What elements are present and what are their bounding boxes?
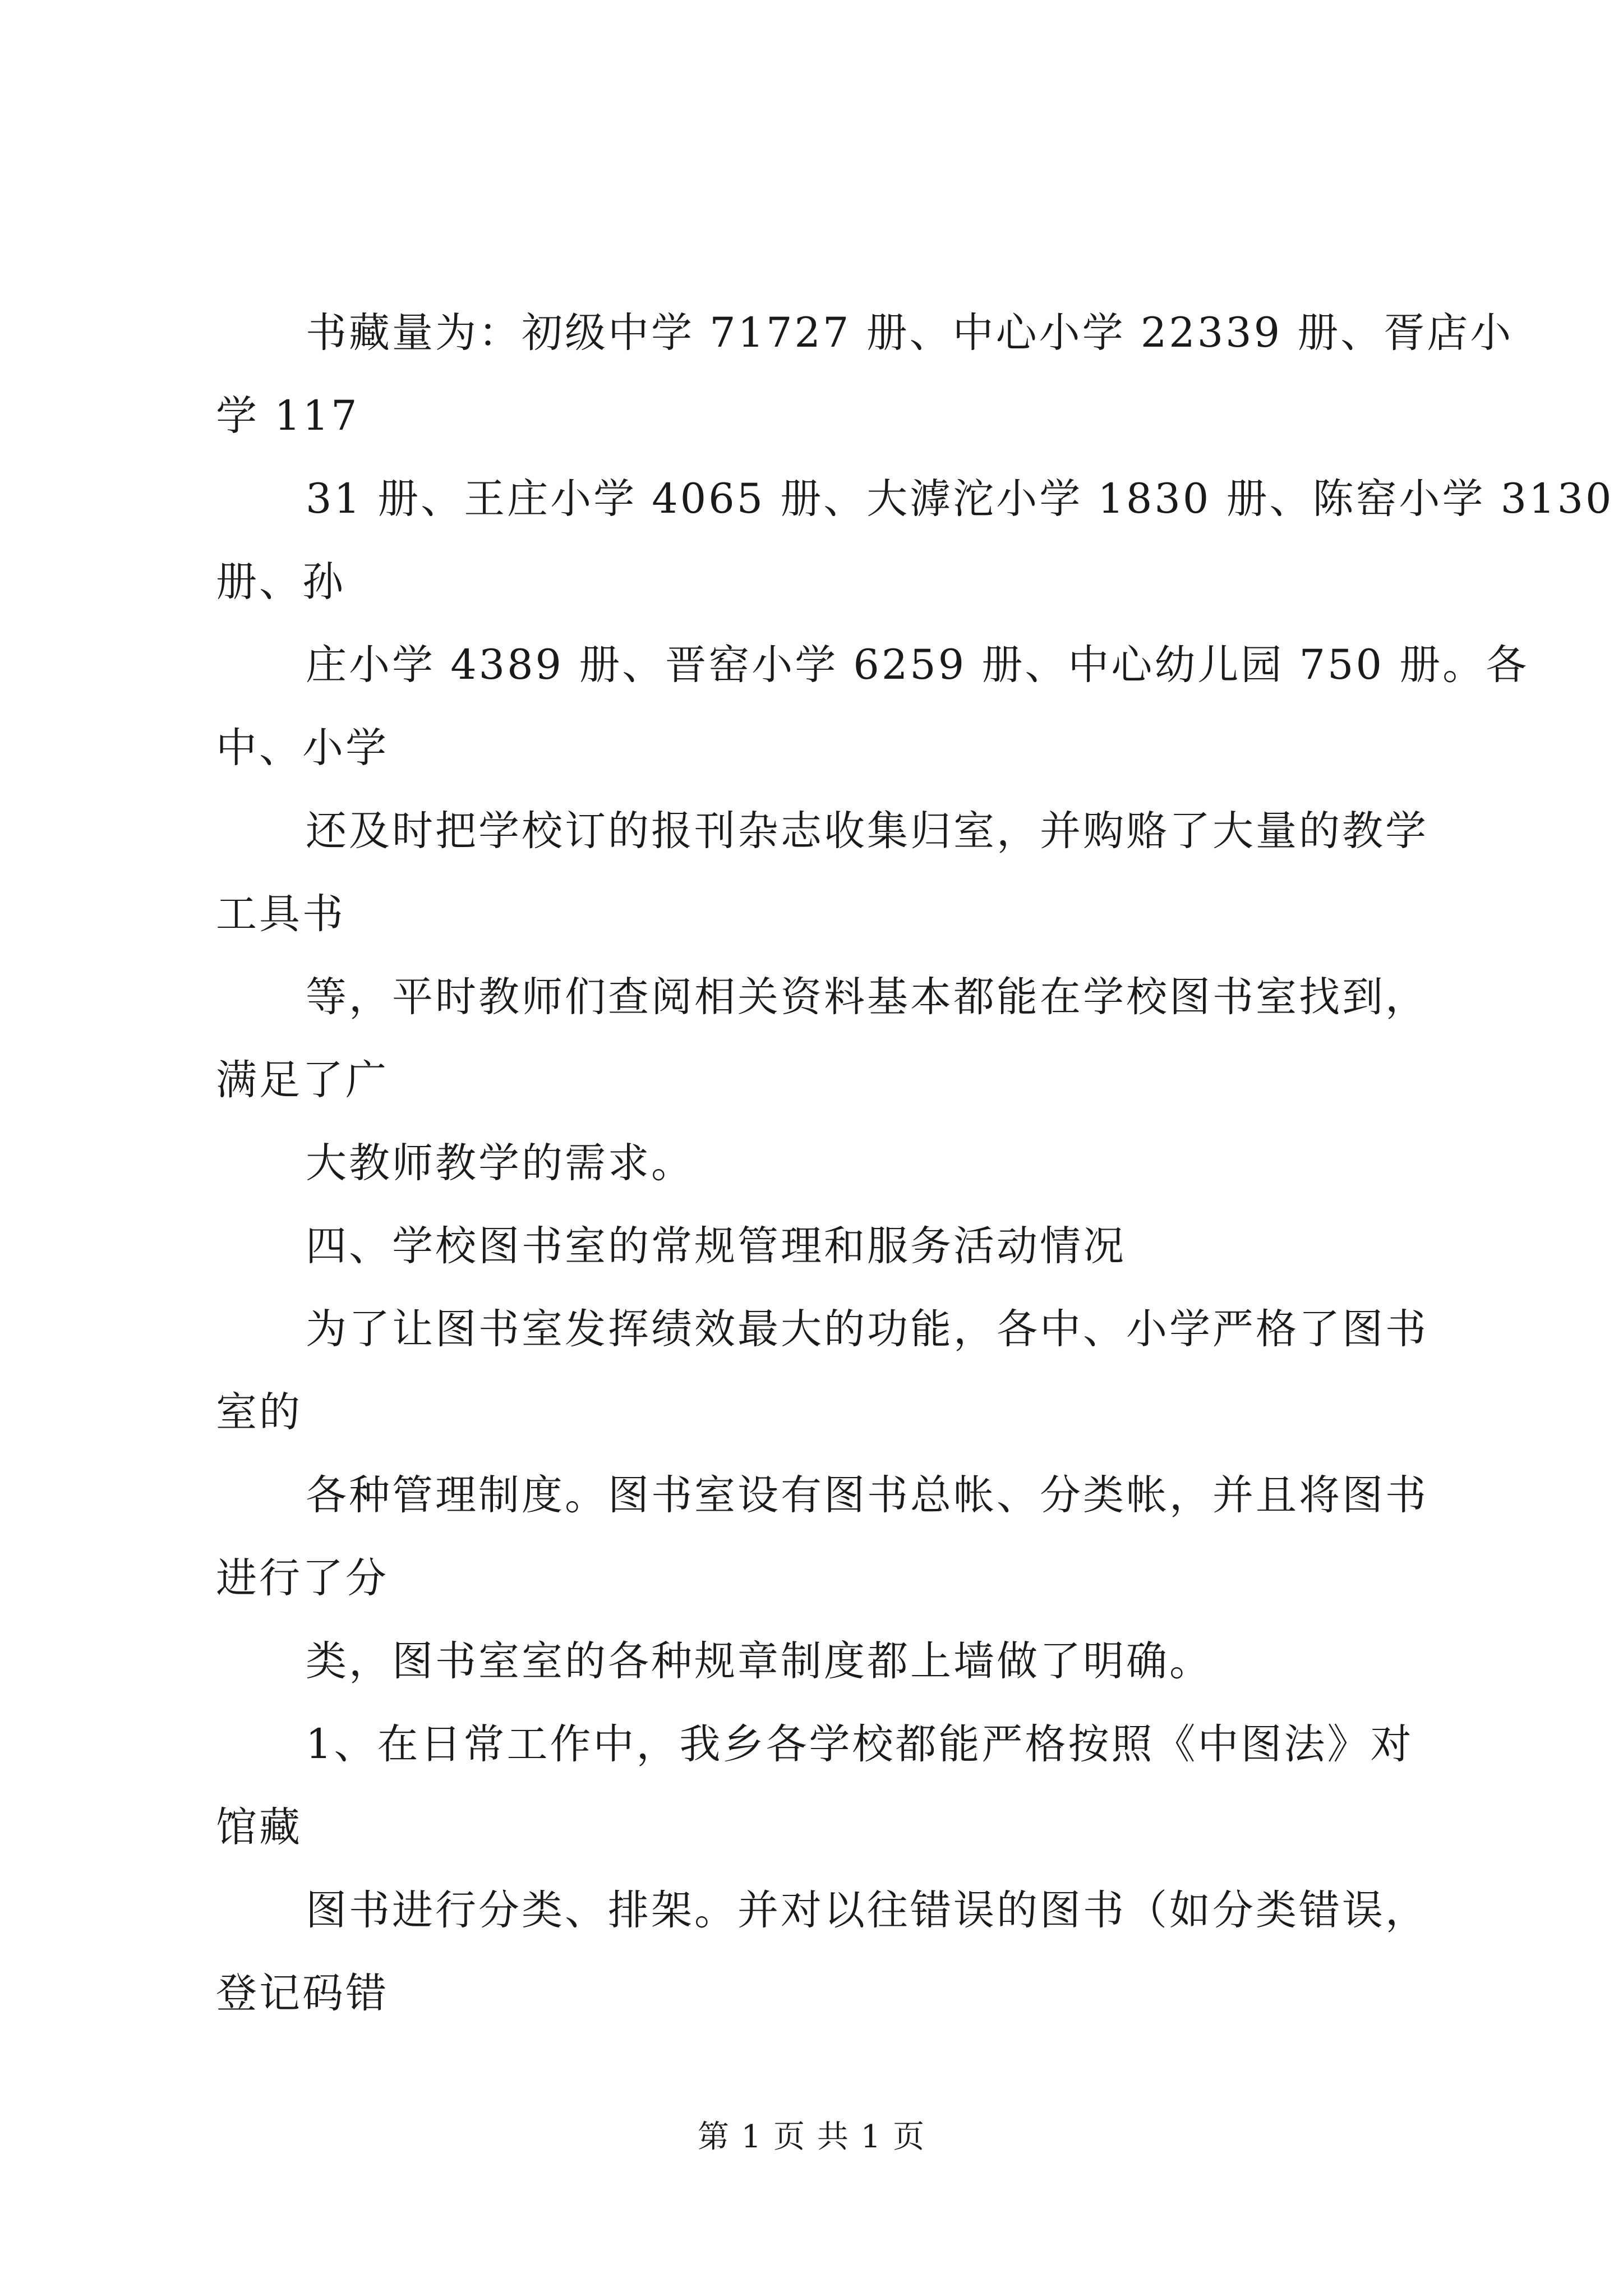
text-line: 书藏量为：初级中学 71727 册、中心小学 22339 册、胥店小 xyxy=(306,309,1514,357)
text-line: 满足了广 xyxy=(216,1056,389,1104)
text-line: 馆藏 xyxy=(216,1803,302,1851)
document-body xyxy=(216,292,1614,2035)
text-line: 大教师教学的需求。 xyxy=(306,1139,694,1187)
text-line: 室的 xyxy=(216,1388,302,1436)
section-heading: 四、学校图书室的常规管理和服务活动情况 xyxy=(306,1222,1126,1270)
text-line: 登记码错 xyxy=(216,1970,389,2017)
text-line: 学 117 xyxy=(216,392,359,440)
text-line: 工具书 xyxy=(216,890,345,938)
text-line: 等，平时教师们查阅相关资料基本都能在学校图书室找到， xyxy=(306,973,1428,1021)
text-line: 图书进行分类、排架。并对以往错误的图书（如分类错误， xyxy=(306,1887,1428,1934)
text-line: 1、在日常工作中，我乡各学校都能严格按照《中图法》对 xyxy=(306,1720,1414,1768)
text-line: 还及时把学校订的报刊杂志收集归室，并购赂了大量的教学 xyxy=(306,807,1428,855)
text-line: 册、孙 xyxy=(216,558,345,606)
text-line: 中、小学 xyxy=(216,724,389,772)
text-line: 进行了分 xyxy=(216,1554,389,1602)
text-line: 庄小学 4389 册、晋窑小学 6259 册、中心幼儿园 750 册。各 xyxy=(306,641,1529,689)
page-footer xyxy=(0,2115,1623,2160)
text-line: 各种管理制度。图书室设有图书总帐、分类帐，并且将图书 xyxy=(306,1471,1428,1519)
text-line: 类，图书室室的各种规章制度都上墙做了明确。 xyxy=(306,1637,1212,1685)
text-line: 31 册、王庄小学 4065 册、大滹沱小学 1830 册、陈窑小学 3130 xyxy=(306,475,1614,523)
text-line: 为了让图书室发挥绩效最大的功能，各中、小学严格了图书 xyxy=(306,1305,1428,1353)
page-number-label: 第 1 页 共 1 页 xyxy=(697,2119,926,2155)
